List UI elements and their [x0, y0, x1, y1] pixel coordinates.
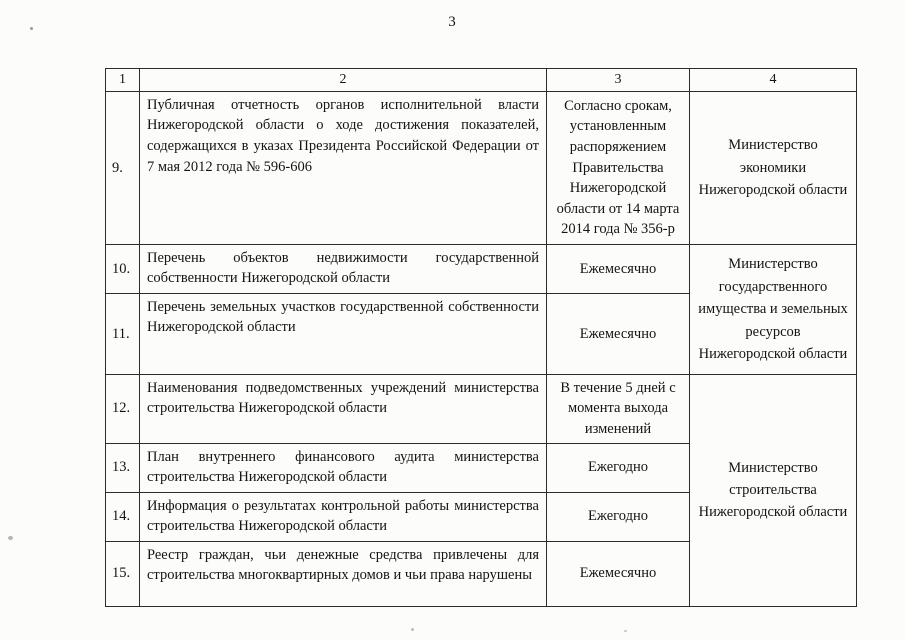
row-11-number: 11.: [106, 293, 140, 374]
row-13-number: 13.: [106, 443, 140, 492]
table-header-row: [106, 69, 857, 92]
table-row: [106, 244, 857, 293]
row-14-number: 14.: [106, 492, 140, 541]
table-row: [106, 374, 857, 443]
page-number: 3: [448, 14, 457, 30]
row-9-content: Публичная отчетность органов исполнительной власти Нижегородской области о ходе достижения показателей, содержащихся в указах Президента Российской Федерации от 7 мая 2012 года № 596-606: [140, 91, 547, 244]
row-11-content: Перечень земельных участков государственной собственности Нижегородской области: [140, 293, 547, 374]
row-9-number: 9.: [106, 91, 140, 244]
scan-artifact: [30, 27, 33, 30]
row-10-number: 10.: [106, 244, 140, 293]
scan-artifact: [8, 536, 13, 540]
row-14-content: Информация о результатах контрольной работы министерства строительства Нижегородской области: [140, 492, 547, 541]
row-13-content: План внутреннего финансового аудита министерства строительства Нижегородской области: [140, 443, 547, 492]
table-row: [106, 91, 857, 244]
row-9-responsible: Министерство экономики Нижегородской области: [690, 91, 857, 244]
row-12-frequency: В течение 5 дней с момента выхода изменений: [547, 374, 690, 443]
row-9-frequency: Согласно срокам, установленным распоряжением Правительства Нижегородской области от 14 марта 2014 года № 356-р: [547, 91, 690, 244]
row-10-11-responsible: Министерство государственного имущества и земельных ресурсов Нижегородской области: [690, 244, 857, 374]
row-13-frequency: Ежегодно: [547, 443, 690, 492]
header-col-2: 2: [140, 69, 547, 92]
row-15-number: 15.: [106, 541, 140, 606]
document-table: [105, 68, 857, 607]
scan-artifact: [624, 630, 627, 632]
header-col-4: 4: [690, 69, 857, 92]
row-15-frequency: Ежемесячно: [547, 541, 690, 606]
header-col-1: 1: [106, 69, 140, 92]
row-15-content: Реестр граждан, чьи денежные средства привлечены для строительства многоквартирных домов и чьи права нарушены: [140, 541, 547, 606]
row-10-frequency: Ежемесячно: [547, 244, 690, 293]
header-col-3: 3: [547, 69, 690, 92]
row-12-content: Наименования подведомственных учреждений министерства строительства Нижегородской области: [140, 374, 547, 443]
row-12-number: 12.: [106, 374, 140, 443]
row-11-frequency: Ежемесячно: [547, 293, 690, 374]
scan-artifact: [411, 628, 414, 631]
row-10-content: Перечень объектов недвижимости государственной собственности Нижегородской области: [140, 244, 547, 293]
row-12-15-responsible: Министерство строительства Нижегородской области: [690, 374, 857, 606]
row-14-frequency: Ежегодно: [547, 492, 690, 541]
